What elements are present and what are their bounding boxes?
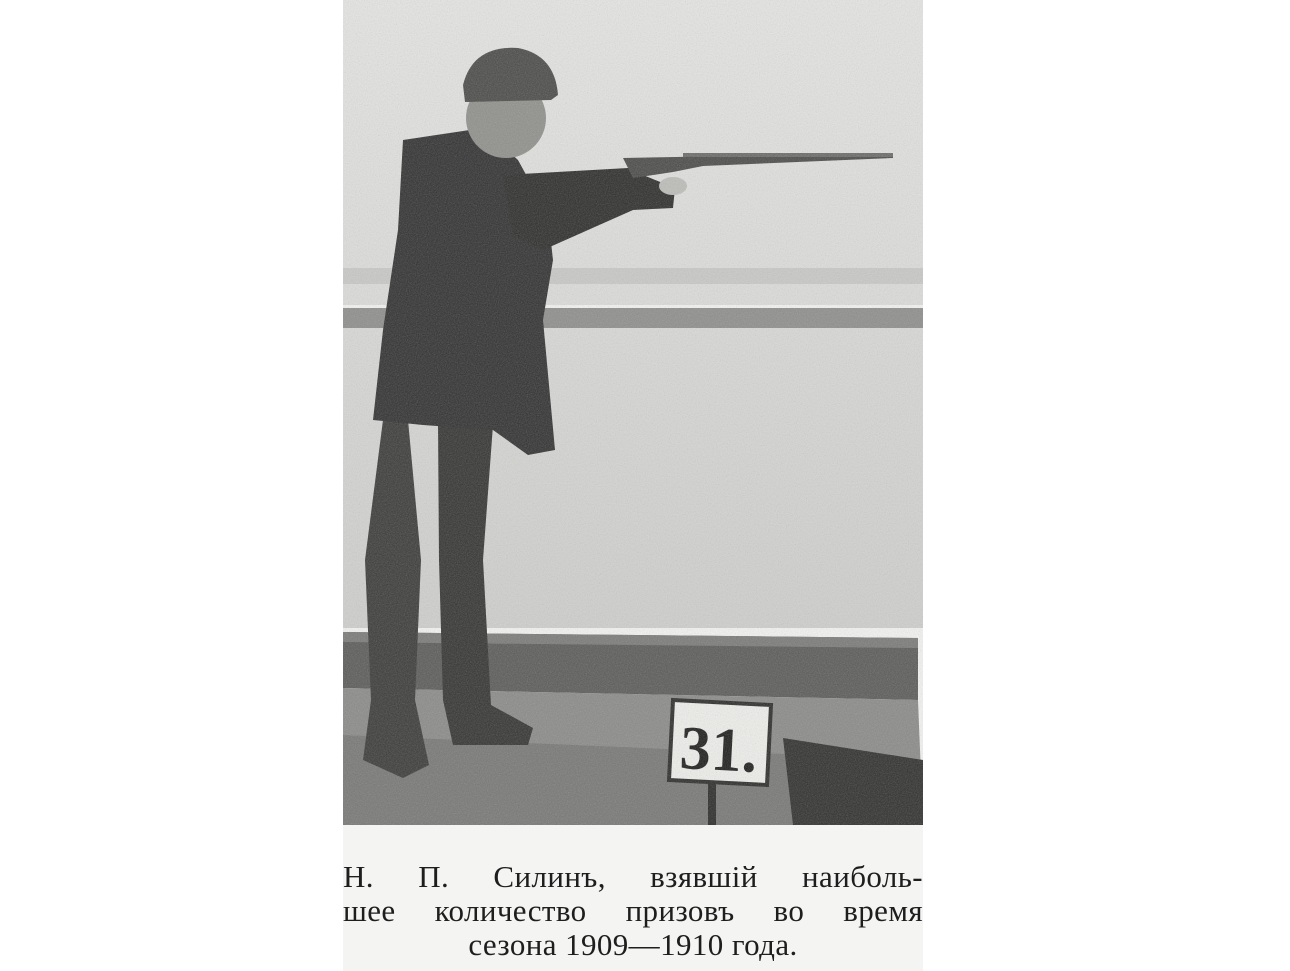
photo-caption <box>343 860 923 968</box>
caption-line-1: Н. П. Силинъ, взявшiй наиболь- <box>343 859 923 894</box>
photo-card <box>343 0 923 971</box>
caption-line-3: сезона 1909—1910 года. <box>468 927 798 962</box>
caption-line-2: шее количество призовъ во время <box>343 893 923 928</box>
shooter-photo <box>343 0 923 825</box>
